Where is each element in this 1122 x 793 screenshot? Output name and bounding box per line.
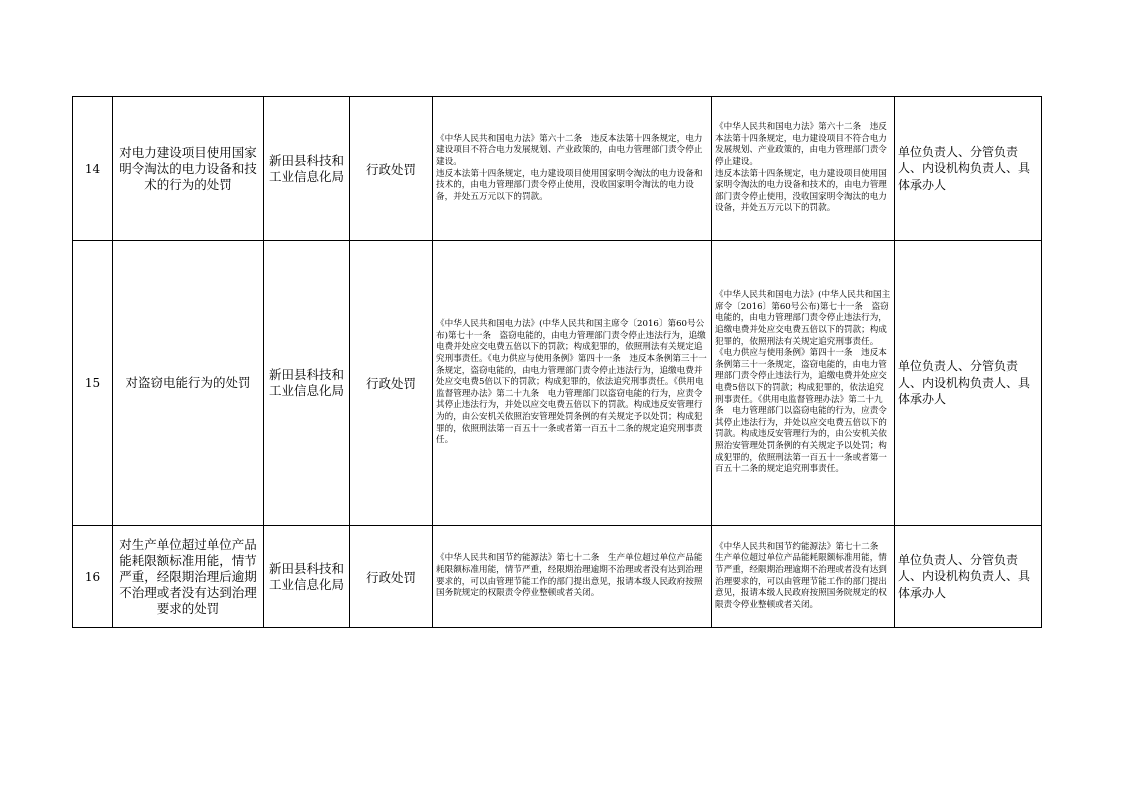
- matter-name: 对电力建设项目使用国家明令淘汰的电力设备和技术的行为的处罚: [113, 97, 264, 241]
- matter-name: 对生产单位超过单位产品能耗限额标准用能，情节严重，经限期治理后逾期不治理或者没有达到治理要求的处罚: [113, 526, 264, 628]
- legal-basis-text: 《中华人民共和国节约能源法》第七十二条 生产单位超过单位产品能耗限额标准用能，情节严重，经限期治理逾期不治理或者没有达到治理要求的，可以由管理节能工作的部门提出意见，报请本级人民政府按照国务院规定的权限责令停业整顿或者关闭。: [436, 553, 703, 599]
- responsible-parties: 单位负责人、分管负责人、内设机构负责人、具体承办人: [895, 97, 1042, 241]
- legal-basis: [433, 97, 712, 241]
- department: 新田县科技和工业信息化局: [264, 526, 350, 628]
- responsible-parties: 单位负责人、分管负责人、内设机构负责人、具体承办人: [895, 241, 1042, 526]
- accountability-basis-text: 《中华人民共和国电力法》第六十二条 违反本法第十四条规定，电力建设项目不符合电力发展规划、产业政策的，由电力管理部门责令停止建设。 违反本法第十四条规定，电力建设项目使用国家明令淘汰的电力设备和技术的，由电力管理部门责令停止使用，没收国家明令淘汰的电力设备，并处五万元以下的罚款。: [715, 122, 887, 214]
- responsible-parties: 单位负责人、分管负责人、内设机构负责人、具体承办人: [895, 526, 1042, 628]
- legal-basis-text: 《中华人民共和国电力法》第六十二条 违反本法第十四条规定，电力建设项目不符合电力发展规划、产业政策的，由电力管理部门责令停止建设。 违反本法第十四条规定，电力建设项目使用国家明令淘汰的电力设备和技术的，由电力管理部门责令停止使用，没收国家明令淘汰的电力设备，并处五万元以下的罚款。: [436, 133, 703, 202]
- power-type: 行政处罚: [350, 97, 433, 241]
- power-type: 行政处罚: [350, 526, 433, 628]
- legal-basis: [433, 241, 712, 526]
- legal-basis: [433, 526, 712, 628]
- power-type: 行政处罚: [350, 241, 433, 526]
- table-row: [73, 526, 1042, 628]
- accountability-basis-text: 《中华人民共和国电力法》(中华人民共和国主席令〔2016〕第60号公布)第七十一条 盗窃电能的，由电力管理部门责令停止违法行为，追缴电费并处应交电费五倍以下的罚款；构成犯罪的，依照刑法有关规定追究刑事责任。《电力供应与使用条例》第四十一条 违反本条例第三十一条规定，盗窃电能的，由电力管理部门责令停止违法行为，追缴电费并处应交电费5倍以下的罚款；构成犯罪的，依法追究刑事责任。《供用电监督管理办法》第二十九条 电力管理部门以盗窃电能的行为，应责令其停止违法行为，并处以应交电费五倍以下的罚款。构成违反安管理行为的，由公安机关依照治安管理处罚条例的有关规定予以处罚；构成犯罪的，依照刑法第一百五十一条或者第一百五十二条的规定追究刑事责任。: [715, 290, 891, 475]
- accountability-basis-text: 《中华人民共和国节约能源法》第七十二条 生产单位超过单位产品能耗限额标准用能，情节严重，经限期治理逾期不治理或者没有达到治理要求的，可以由管理节能工作的部门提出意见，报请本级人民政府按照国务院规定的权限责令停业整顿或者关闭。: [715, 541, 887, 610]
- accountability-basis: [712, 97, 895, 241]
- row-number: 14: [73, 97, 113, 241]
- power-enforcement-table: [72, 96, 1042, 628]
- legal-basis-text: 《中华人民共和国电力法》(中华人民共和国主席令〔2016〕第60号公布)第七十一条 盗窃电能的，由电力管理部门责令停止违法行为，追缴电费并处应交电费五倍以下的罚款；构成犯罪的，依照刑法有关规定追究刑事责任。《电力供应与使用条例》第四十一条 违反本条例第三十一条规定，盗窃电能的，由电力管理部门责令停止违法行为，追缴电费并处应交电费5倍以下的罚款；构成犯罪的，依法追究刑事责任。《供用电监督管理办法》第二十九条 电力管理部门以盗窃电能的行为，应责令其停止违法行为，并处以应交电费五倍以下的罚款。构成违反安管理行为的，由公安机关依照治安管理处罚条例的有关规定予以处罚；构成犯罪的，依照刑法第一百五十一条或者第一百五十二条的规定追究刑事责任。: [436, 319, 707, 446]
- department: 新田县科技和工业信息化局: [264, 241, 350, 526]
- accountability-basis: [712, 526, 895, 628]
- department: 新田县科技和工业信息化局: [264, 97, 350, 241]
- table-row: [73, 241, 1042, 526]
- table-row: [73, 97, 1042, 241]
- matter-name: 对盗窃电能行为的处罚: [113, 241, 264, 526]
- accountability-basis: [712, 241, 895, 526]
- row-number: 15: [73, 241, 113, 526]
- row-number: 16: [73, 526, 113, 628]
